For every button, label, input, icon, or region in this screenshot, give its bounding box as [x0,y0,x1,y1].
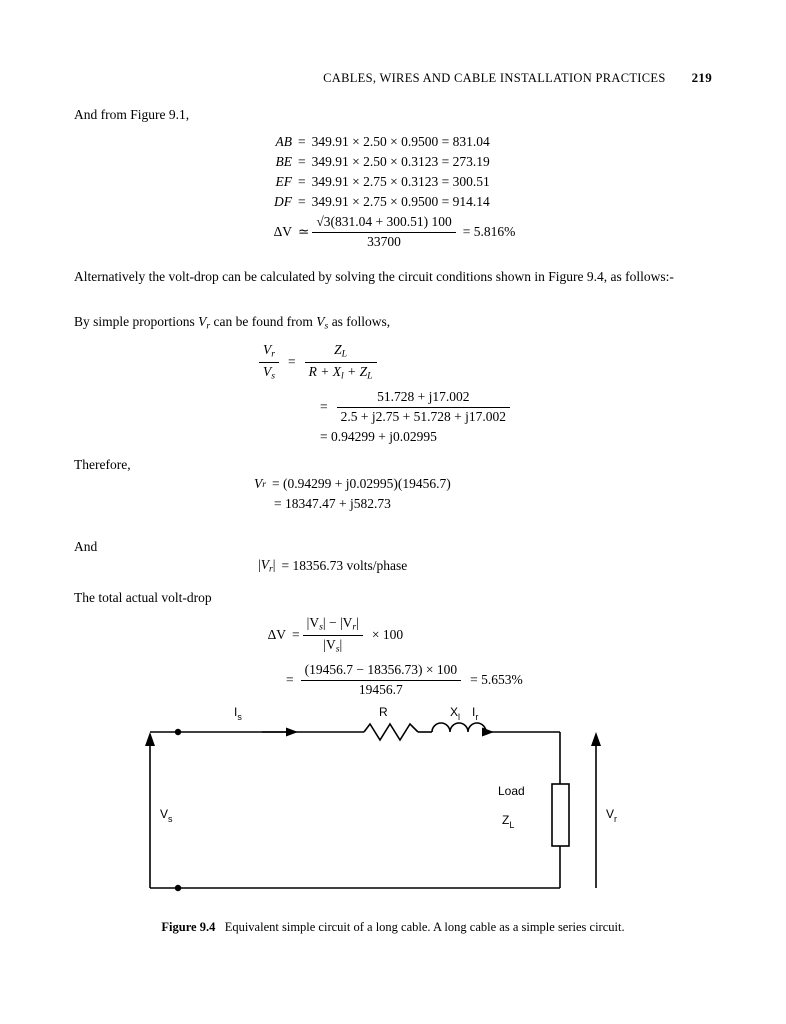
p3-vs: V [316,314,325,329]
equation-dv2-line2-den: 19456.7 [358,681,403,697]
equation-ratio-lhs [259,342,279,383]
equation-vr-line2-rhs: = 18347.47 + j582.73 [274,496,391,511]
equation-dv2-rel: = [292,627,300,643]
p3-vr-sub: r [206,320,211,332]
equation-ratio-lhs-den [259,363,279,383]
dv2-den-sub: s [335,643,340,655]
figure-9-4 [74,700,712,920]
label-vr: $V_r$ [606,807,618,824]
equation-ratio-rhs [305,342,377,383]
p3-pre: By simple proportions [74,314,199,329]
equation-dv2-line2-fraction [301,662,461,699]
zl-symbol: Z [334,342,342,357]
equation-vr-line2 [254,496,451,512]
dv2-den-a: |V [323,636,336,652]
vr-magnitude-symbol: V [260,557,269,572]
dv2-num-mid: | − |V [322,615,353,630]
paragraph-and: And [74,539,98,554]
p3-mid: can be found from [210,314,317,329]
running-title: CABLES, WIRES AND CABLE INSTALLATION PRACTICES [323,71,666,85]
equation-ratio-line2-den: 2.5 + j2.75 + 51.728 + j17.002 [340,408,506,424]
p3-vr: V [198,314,207,329]
equation-dv2-line2-equals: = [286,672,294,688]
vs-subscript: s [271,370,276,382]
zl-subscript: L [341,348,348,360]
vr-magnitude-subscript: r [268,563,273,575]
r-xl-symbol: R + X [308,363,342,379]
equation-ab-rel: = [298,134,306,149]
paragraph-by-simple-proportions [74,313,716,333]
xl-subscript: l [341,370,344,382]
equation-vr-symbol: V [254,476,263,491]
paragraph-therefore: Therefore, [74,457,131,472]
equation-vr-magnitude [258,557,407,575]
paragraph-alternatively: Alternatively the volt-drop can be calculated by solving the circuit conditions shown in Figure 9.4, as follows:- [74,269,674,284]
page-header [74,70,712,86]
equation-ab-rhs: 349.91 × 2.50 × 0.9500 = 831.04 [311,134,490,149]
dv2-num-end: | [356,615,359,630]
vr-magnitude-bars: $|V_r|$ [258,557,276,575]
equation-ratio-line2-fraction [337,389,510,426]
equation-ratio-line2-num: 51.728 + j17.002 [337,389,510,408]
equation-df-rel: = [298,194,306,209]
vr-subscript: r [271,348,276,360]
p3-post: as follows, [328,314,391,329]
equation-be-lhs: BE [275,154,292,169]
equation-be-rel: = [298,154,306,169]
equation-df-rhs: 349.91 × 2.75 × 0.9500 = 914.14 [311,194,490,209]
vs-symbol: V [263,363,272,379]
plus-zl: + Z [343,363,368,379]
equation-ratio-line3-value: = 0.94299 + j0.02995 [320,429,437,445]
equation-block-abcd [248,134,515,255]
equation-dv1-rel: ≃ [298,224,310,240]
equation-block-ratio [256,342,513,449]
equation-dv1-denominator: 33700 [367,233,401,249]
equation-block-dv2 [250,615,523,702]
equation-dv1-result: = 5.816% [462,224,516,240]
label-is: $I_s$ [234,705,242,722]
equation-block-vr-magnitude [258,557,407,579]
figure-caption-text: Equivalent simple circuit of a long cable. A long cable as a simple series circuit. [224,920,625,934]
equation-block-vr [254,476,451,516]
equation-ratio-rhs-num [305,342,377,363]
equation-ratio-line2-equals: = [320,399,328,415]
equation-dv2-denominator [303,636,363,656]
equation-delta-v-approx [248,214,515,251]
equation-ab-lhs: AB [275,134,292,149]
label-zl: $Z_L$ [502,813,515,830]
label-ir-text: $I_r$ [472,705,479,722]
equation-ef-rel: = [298,174,306,189]
equation-be [248,154,515,170]
page-number: 219 [691,70,712,85]
equation-dv2-numerator [303,615,363,636]
equation-be-rhs: 349.91 × 2.50 × 0.3123 = 273.19 [311,154,490,169]
equation-dv2-line2-num: (19456.7 − 18356.73) × 100 [301,662,461,681]
equation-dv1-numerator: √3(831.04 + 300.51) 100 [312,214,455,233]
label-load: Load [498,784,525,798]
vr-magnitude-value: = 18356.73 volts/phase [281,557,408,573]
equation-vr-subscript: r [262,478,267,490]
equation-ratio-lhs-num [259,342,279,363]
equation-ratio-line3 [256,429,513,445]
equation-dv2-line2-result: = 5.653% [470,672,523,688]
equation-dv2-tail: × 100 [371,627,404,643]
label-r: R [379,705,388,719]
equation-dv1-fraction [312,214,455,251]
equation-dv2-lhs: ΔV [267,627,286,643]
equation-ef-lhs: EF [275,174,292,189]
equation-ab [248,134,515,150]
equation-vr-line1-rhs: = (0.94299 + j0.02995)(19456.7) [272,476,451,491]
figure-caption-label: Figure 9.4 [161,920,216,934]
paragraph-and-from-figure: And from Figure 9.1, [74,107,190,122]
paragraph-total-volt-drop: The total actual volt-drop [74,590,212,605]
vr-symbol: V [263,342,272,357]
equation-ratio-line1 [256,342,513,383]
dv2-num-sub2: r [352,621,357,633]
dv2-num-a: |V [306,615,320,630]
dv2-num-sub1: s [319,621,323,633]
figure-caption [74,920,712,935]
equation-dv2-line2 [250,662,523,699]
equation-ratio-line2 [256,389,513,426]
equation-dv2-fraction [303,615,363,656]
dv2-den-end: | [339,636,343,652]
equation-df-lhs: DF [274,194,292,209]
equation-ratio-rhs-den [305,363,377,383]
label-vs: $V_s$ [160,807,173,824]
label-xl: $X_l$ [450,705,461,722]
equation-ef-rhs: 349.91 × 2.75 × 0.3123 = 300.51 [311,174,490,189]
equation-ratio-equals: = [288,354,296,370]
equation-dv2-line1 [250,615,523,656]
circuit-diagram [74,700,712,920]
equation-vr-line1 [254,476,451,492]
equation-dv1-lhs: ΔV [273,224,292,240]
equation-df [248,194,515,210]
zl-subscript-2: L [367,370,373,382]
equation-ef [248,174,515,190]
p3-vs-sub: s [324,320,329,332]
